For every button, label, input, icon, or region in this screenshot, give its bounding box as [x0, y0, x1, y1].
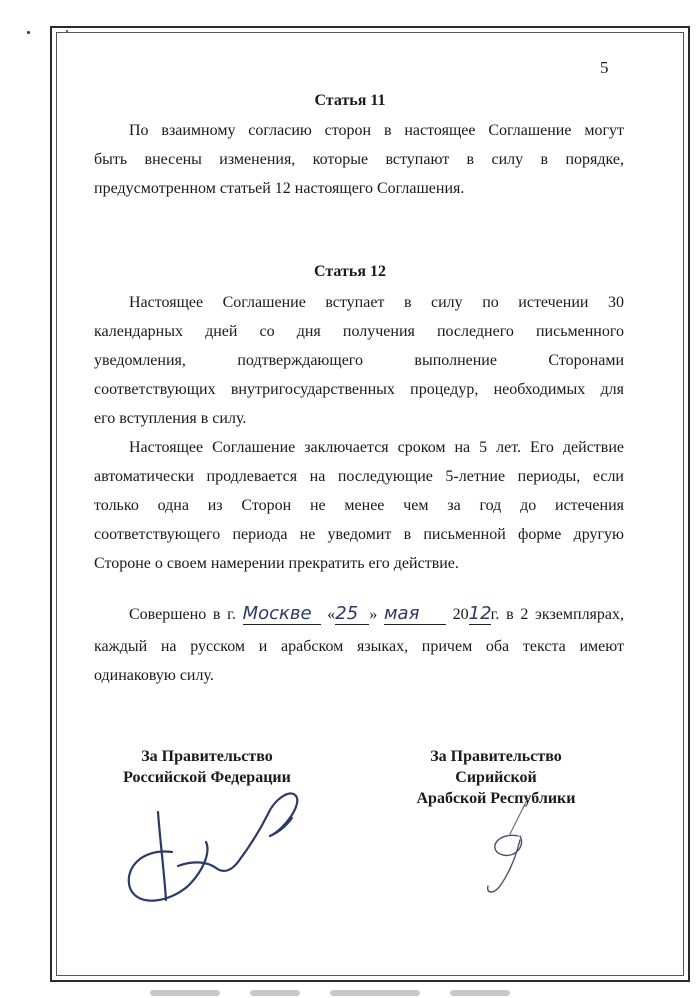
completion-line-3: одинаковую силу.	[94, 667, 214, 684]
signatory-syria-line-1: За Правительство	[430, 748, 562, 765]
article-12-heading: Статья 12	[314, 263, 386, 280]
article-12-p1-line: его вступления в силу.	[94, 410, 247, 427]
article-11-heading: Статья 11	[314, 92, 386, 109]
article-11-line: предусмотренном статьей 12 настоящего Соглашения.	[94, 180, 465, 197]
day-close-quote: »	[369, 606, 378, 623]
completion-line-1	[94, 598, 624, 632]
day-open-quote: «	[327, 606, 336, 623]
handwritten-year: 12	[468, 603, 492, 624]
signature-syria	[470, 790, 560, 900]
article-12-p2-line: Настоящее Соглашение заключается сроком на 5 лет. Его действие	[129, 439, 624, 456]
article-12-p1-line: уведомления, подтверждающего выполнение Сторонами	[94, 352, 624, 369]
article-12-p2-line: только одна из Сторон не менее чем за год до истечения	[94, 497, 624, 514]
completion-prefix: Совершено в г.	[129, 606, 236, 623]
signature-russia	[120, 770, 320, 920]
article-11-line: быть внесены изменения, которые вступают в силу в порядке,	[94, 151, 624, 168]
article-12-p1-line: Настоящее Соглашение вступает в силу по истечении 30	[129, 294, 624, 311]
page-number: 5	[600, 58, 609, 77]
signatory-syria-line-2: Сирийской	[455, 769, 537, 786]
completion-clause	[94, 598, 624, 690]
article-11-line: По взаимному согласию сторон в настоящее Соглашение могут	[129, 122, 624, 139]
signatory-russia-line-1: За Правительство	[141, 748, 273, 765]
article-12-p2-line: Стороне о своем намерении прекратить его действие.	[94, 555, 459, 572]
article-12-p1-line: соответствующих внутригосударственных процедур, необходимых для	[94, 381, 624, 398]
article-11-body	[94, 116, 624, 203]
article-12-p2-line: автоматически продлевается на последующие 5-летние периоды, если	[94, 468, 624, 485]
handwritten-day: 25	[335, 604, 369, 625]
completion-suffix: г. в 2 экземплярах,	[490, 606, 625, 623]
handwritten-month: мая	[384, 604, 446, 625]
article-12-p2-line: соответствующего периода не уведомит в письменной форме другую	[94, 526, 624, 543]
year-prefix: 20	[452, 606, 469, 623]
signatory-russia-line-2: Российской Федерации	[123, 769, 291, 786]
article-12-p1-line: календарных дней со дня получения последнего письменного	[94, 323, 624, 340]
article-12-paragraph-2	[94, 433, 624, 578]
article-12-paragraph-1	[94, 288, 624, 433]
handwritten-city: Москве	[243, 604, 321, 625]
completion-line-2: каждый на русском и арабском языках, причем оба текста имеют	[94, 638, 624, 655]
signatory-syria-line-3: Арабской Республики	[416, 790, 576, 807]
